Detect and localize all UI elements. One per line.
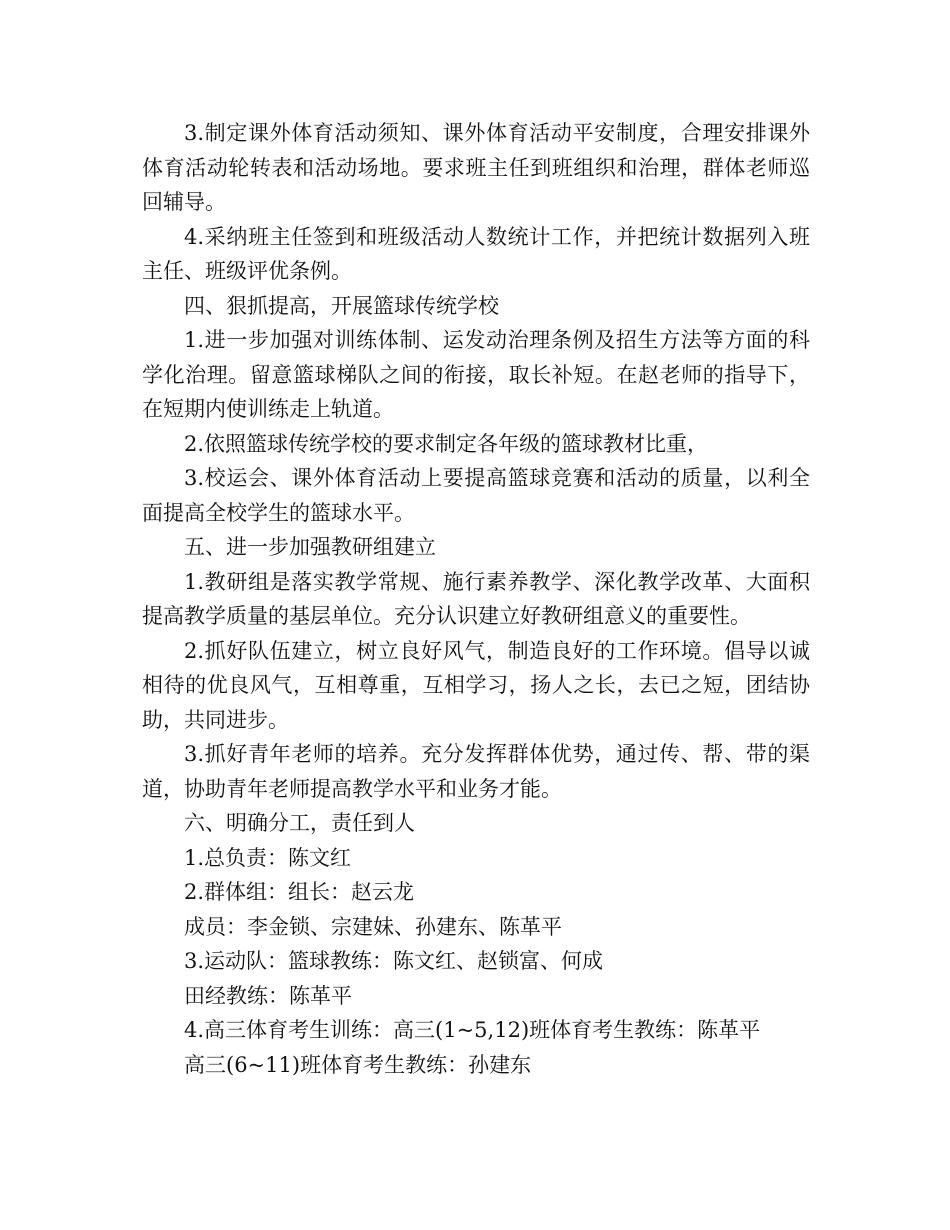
paragraph-basketball-curriculum: 2.依照篮球传统学校的要求制定各年级的篮球教材比重， xyxy=(184,431,709,456)
list-item-track-coach: 田经教练：陈革平 xyxy=(184,983,352,1008)
paragraph-training-system: 1.进一步加强对训练体制、运发动治理条例及招生方法等方面的科学化治理。留意篮球梯队之间的衔接，取长补短。在赵老师的指导下，在短期内使训练走上轨道。 xyxy=(142,328,810,421)
paragraph-attendance-stats: 4.采纳班主任签到和班级活动人数统计工作，并把统计数据列入班主任、班级评优条例。 xyxy=(142,224,810,283)
list-item-group-leader: 2.群体组：组长：赵云龙 xyxy=(184,880,415,904)
list-item-group-members: 成员：李金锁、宗建妹、孙建东、陈革平 xyxy=(184,914,562,939)
paragraph-competition-quality: 3.校运会、课外体育活动上要提高篮球竞赛和活动的质量，以利全面提高全校学生的篮球水平。 xyxy=(142,466,810,525)
list-item-basketball-coaches: 3.运动队：篮球教练：陈文红、赵锁富、何成 xyxy=(184,949,604,973)
section-heading-research-group: 五、进一步加强教研组建立 xyxy=(184,535,436,559)
paragraph-research-group-role: 1.教研组是落实教学常规、施行素养教学、深化教学改革、大面积提高教学质量的基层单位。充分认识建立好教研组意义的重要性。 xyxy=(142,569,810,628)
document-page xyxy=(142,116,810,1082)
list-item-senior-training-b: 高三(6~11)班体育考生教练：孙建东 xyxy=(184,1052,532,1077)
paragraph-activity-rules: 3.制定课外体育活动须知、课外体育活动平安制度，合理安排课外体育活动轮转表和活动场地。要求班主任到班组织和治理，群体老师巡回辅导。 xyxy=(142,121,810,214)
paragraph-young-teachers: 3.抓好青年老师的培养。充分发挥群体优势，通过传、帮、带的渠道，协助青年老师提高教学水平和业务才能。 xyxy=(142,742,810,801)
list-item-general-lead: 1.总负责：陈文红 xyxy=(184,845,352,870)
paragraph-team-building: 2.抓好队伍建立，树立良好风气，制造良好的工作环境。倡导以诚相待的优良风气，互相尊重，互相学习，扬人之长，去已之短，团结协助，共同进步。 xyxy=(142,638,810,732)
list-item-senior-training-a: 4.高三体育考生训练：高三(1~5,12)班体育考生教练：陈革平 xyxy=(184,1018,761,1042)
section-heading-responsibilities: 六、明确分工，责任到人 xyxy=(184,811,415,835)
section-heading-basketball: 四、狠抓提高，开展篮球传统学校 xyxy=(184,293,499,318)
